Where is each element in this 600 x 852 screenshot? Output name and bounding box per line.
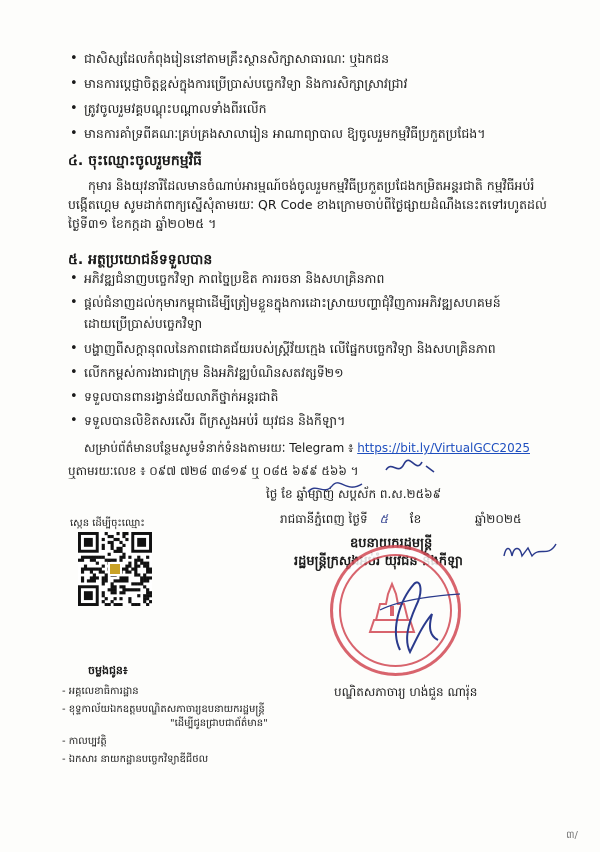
qr-code-pattern xyxy=(78,532,152,606)
solar-day: ៥ xyxy=(379,512,388,526)
contact-line xyxy=(84,440,530,458)
qr-label: ស្កេន ដើម្បីចុះឈ្មោះ xyxy=(70,518,145,529)
main-signature xyxy=(360,570,470,660)
page-number: ៣/ xyxy=(566,830,578,841)
title-signature xyxy=(500,540,560,562)
section-heading-registration: ៤. ចុះឈ្មោះចូលរួមកម្មវិធី xyxy=(68,153,202,169)
eligibility-item: • មានការគាំទ្រពីគណៈគ្រប់គ្រងសាលារៀន អាណាព្យាបាល ឱ្យចូលរួមកម្មវិធីប្រកួតប្រជែង។ xyxy=(84,125,485,143)
eligibility-item: • ត្រូវចូលរួមវគ្គបណ្តុះបណ្តាលទាំងពីរលើក xyxy=(84,100,267,118)
contact-phone: ឬតាមរយៈលេខ ៖ ០៩៧ ៧២៨ ៣៨១៩ ឬ ០៨៥ ៦៩៩ ៥៦៦ ។ xyxy=(68,464,359,478)
benefit-item-continuation: ដោយប្រើប្រាស់បច្ចេកវិទ្យា xyxy=(84,316,203,331)
section-heading-benefits: ៥. អត្ថប្រយោជន៍ទទួលបាន xyxy=(68,252,213,268)
recipient-item: - អគ្គលេខាធិការដ្ឋាន xyxy=(62,686,139,697)
benefit-item: • បង្ហាញពីសក្តានុពលនៃភាពជោគជ័យរបស់ស្ត្រីវ័យក្មេង លើផ្នែកបច្ចេកវិទ្យា និងសហគ្រិនភាព xyxy=(84,340,496,358)
benefit-item: • ផ្តល់ជំនាញដល់កុមារកម្ពុជាដើម្បីត្រៀមខ្លួនក្នុងការដោះស្រាយបញ្ហាជុំវិញការអភិវឌ្ឍសហគមន៍ xyxy=(84,294,501,312)
solar-date-prefix: រាជធានីភ្នំពេញ ថ្ងៃទី xyxy=(280,512,368,526)
eligibility-item: • មានការប្តេជ្ញាចិត្តខ្ពស់ក្នុងការប្រើប្រាស់បច្ចេកវិទ្យា និងការសិក្សាស្រាវជ្រាវ xyxy=(84,75,408,93)
solar-date xyxy=(280,511,521,529)
eligibility-item: • ជាសិស្សដែលកំពុងរៀននៅតាមគ្រឹះស្ថានសិក្សាសាធារណៈ ឬឯកជន xyxy=(84,50,389,68)
recipients-heading: ចម្លងជូន៖ xyxy=(88,664,128,677)
telegram-link[interactable]: https://bit.ly/VirtualGCC2025 xyxy=(357,441,530,455)
benefit-item: • ទទួលបានពានរង្វាន់ជ័យលាភីថ្នាក់អន្តរជាតិ xyxy=(84,388,278,406)
contact-telegram-text: សម្រាប់ព័ត៌មានបន្ថែមសូមទំនាក់ទំនងតាមរយៈ Telegram ៖ xyxy=(84,441,354,455)
signatory-org: ឧបនាយករដ្ឋមន្ត្រី xyxy=(350,536,433,551)
solar-month-label: ខែ xyxy=(409,512,422,526)
recipient-item: - ឯកសារ នាយកដ្ឋានបច្ចេកវិទ្យាឌីជីថល xyxy=(62,754,209,765)
lunar-date: ថ្ងៃ ខែ ឆ្នាំម្សាញ់ សប្តស័ក ព.ស.២៥៦៩ xyxy=(266,487,442,501)
signatory-title: រដ្ឋមន្ត្រីក្រសួងអប់រំ យុវជន និងកីឡា xyxy=(294,554,463,569)
handwritten-lunar-day xyxy=(306,480,366,498)
benefit-item: • អភិវឌ្ឍជំនាញបច្ចេកវិទ្យា ភាពច្នៃប្រឌិត ការរចនា និងសហគ្រិនភាព xyxy=(84,270,384,288)
registration-paragraph: កុមារ និងយុវនារីដែលមានចំណាប់អារម្មណ៍ចង់ចូលរួមកម្មវិធីប្រកួតប្រជែងកម្រិតអន្តរជាតិ កម្មវិធីអប់រំបង្កើតហ្គេម សូមដាក់ពាក្យស្នើសុំតាមរយៈ QR Code ខាងក្រោមចាប់ពីថ្ងៃផ្សាយដំណឹងនេះតទៅរហូតដល់ថ្ងៃទី៣១ ខែកក្កដា ឆ្នាំ២០២៥ ។ xyxy=(68,178,547,231)
benefit-item: • លើកកម្ពស់ការងារជាក្រុម និងអភិវឌ្ឍបំណិនសតវត្សទី២១ xyxy=(84,364,344,382)
initial-signature xyxy=(382,456,442,478)
recipient-item: - កាលប្បវត្តិ xyxy=(62,736,107,747)
signatory-name: បណ្ឌិតសភាចារ្យ ហង់ជួន ណារ៉ុន xyxy=(334,685,478,699)
benefit-item: • ទទួលបានលិខិតសរសើរ ពីក្រសួងអប់រំ យុវជន និងកីឡា។ xyxy=(84,412,345,430)
recipient-item: - ខុទ្ទកាល័យឯកឧត្តមបណ្ឌិតសភាចារ្យឧបនាយករដ្ឋមន្ត្រី xyxy=(62,704,265,715)
solar-year: ឆ្នាំ២០២៥ xyxy=(474,512,522,526)
registration-qr-code[interactable] xyxy=(78,532,152,606)
recipient-item-note: "ដើម្បីជូនជ្រាបជាព័ត៌មាន" xyxy=(170,718,268,729)
